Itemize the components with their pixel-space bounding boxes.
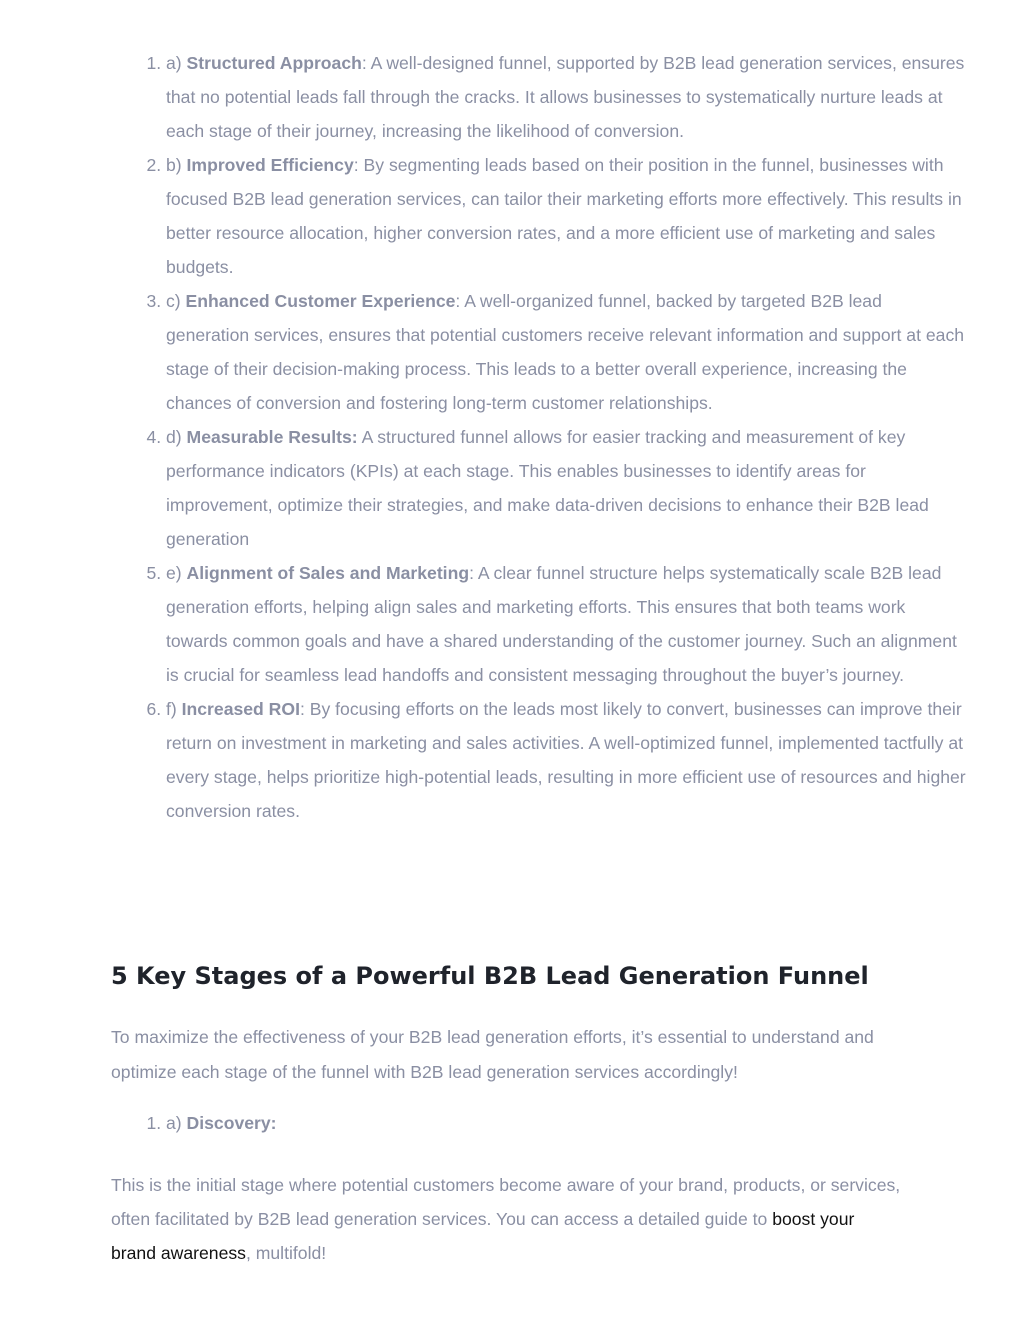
- list-item-title: Improved Efficiency: [186, 155, 354, 175]
- discovery-link-prefix: to: [752, 1209, 773, 1229]
- list-item-enhanced-customer-experience: [166, 284, 966, 420]
- list-item-title: Structured Approach: [186, 53, 362, 73]
- list-item-title: Increased ROI: [181, 699, 300, 719]
- list-item-text: : By focusing efforts on the leads most likely to convert, businesses can improve their return on investment in marketing and sales activities. A well-optimized funnel, implemented tactfully at every stage, helps prioritize high-potential leads, resulting in more efficient use of resources and higher conversion rates.: [166, 699, 966, 821]
- section-intro: To maximize the effectiveness of your B2B lead generation efforts, it’s essential to understand and optimize each stage of the funnel with B2B lead generation services accordingly!: [111, 1027, 874, 1082]
- list-item-title: Enhanced Customer Experience: [185, 291, 456, 311]
- discovery-suffix: , multifold!: [245, 1243, 327, 1263]
- list-item-prefix: c): [166, 291, 186, 311]
- list-item-prefix: f): [166, 699, 182, 719]
- list-item-prefix: a): [166, 1113, 187, 1133]
- list-item-measurable-results: [166, 420, 966, 556]
- discovery-text: This is the initial stage where potential customers become aware of your brand, products, or services, often facilitated by B2B lead generation services. You can access a detailed guide: [111, 1175, 901, 1229]
- funnel-benefits-list: [112, 46, 966, 828]
- list-item-text: : A clear funnel structure helps systematically scale B2B lead generation efforts, helping align sales and marketing efforts. This ensures that both teams work towards common goals and have a shared understanding of the customer journey. Such an alignment is crucial for seamless lead handoffs and consistent messaging throughout the buyer’s journey.: [166, 563, 957, 685]
- list-item-title: Measurable Results:: [186, 427, 358, 447]
- list-item-text: : A well-organized funnel, backed by targeted B2B lead generation services, ensures that potential customers receive relevant information and support at each stage of their decision-making process. This leads to a better overall experience, increasing the chances of conversion and fostering long-term customer relationships.: [166, 291, 965, 413]
- list-item-prefix: d): [166, 427, 187, 447]
- list-item-structured-approach: [166, 46, 966, 148]
- list-item-increased-roi: [166, 692, 966, 828]
- list-item-title: Discovery:: [186, 1113, 277, 1133]
- list-item-improved-efficiency: [166, 148, 966, 284]
- brand-awareness-link[interactable]: boost your brand awareness: [111, 1209, 855, 1263]
- funnel-stages-list: [112, 1106, 966, 1140]
- list-item-text: A structured funnel allows for easier tracking and measurement of key performance indicators (KPIs) at each stage. This enables businesses to identify areas for improvement, optimize their strategies, and make data-driven decisions to enhance their B2B lead generation: [166, 427, 929, 549]
- discovery-paragraph: [111, 1168, 901, 1270]
- list-item-prefix: b): [166, 155, 187, 175]
- list-item-prefix: e): [166, 563, 187, 583]
- list-item-alignment-sales-marketing: [166, 556, 966, 692]
- list-item-title: Alignment of Sales and Marketing: [186, 563, 470, 583]
- list-item-discovery: [166, 1106, 966, 1140]
- list-item-text: : A well-designed funnel, supported by B2B lead generation services, ensures that no potential leads fall through the cracks. It allows businesses to systematically nurture leads at each stage of their journey, increasing the likelihood of conversion.: [166, 53, 965, 141]
- section-heading: 5 Key Stages of a Powerful B2B Lead Generation Funnel: [111, 962, 869, 990]
- list-item-text: : By segmenting leads based on their position in the funnel, businesses with focused B2B lead generation services, can tailor their marketing efforts more effectively. This results in better resource allocation, higher conversion rates, and a more efficient use of marketing and sales budgets.: [166, 155, 962, 277]
- list-item-prefix: a): [166, 53, 187, 73]
